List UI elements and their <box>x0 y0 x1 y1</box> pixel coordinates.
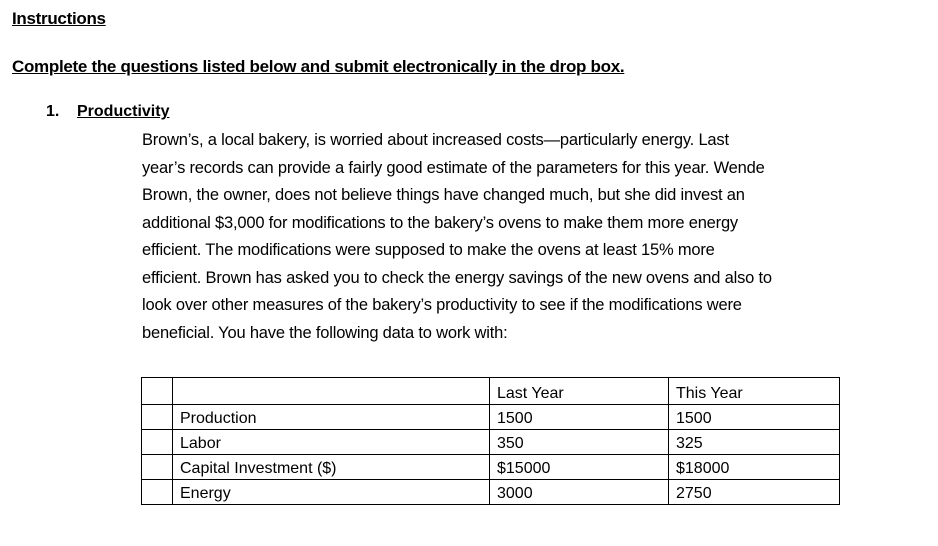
paragraph-line: efficient. The modifications were supposed to make the ovens at least 15% more <box>142 241 715 259</box>
table-cell <box>142 480 173 505</box>
table-cell: $18000 <box>669 455 840 480</box>
table-cell: Capital Investment ($) <box>173 455 490 480</box>
paragraph-line: look over other measures of the bakery’s productivity to see if the modifications were <box>142 296 742 314</box>
paragraph-line: Brown, the owner, does not believe things have changed much, but she did invest an <box>142 186 745 204</box>
table-header-cell <box>173 378 490 405</box>
table-cell <box>142 405 173 430</box>
paragraph-line: beneficial. You have the following data to work with: <box>142 323 508 342</box>
table-header-cell: Last Year <box>490 378 669 405</box>
table-row <box>142 430 840 455</box>
paragraph-line: Brown’s, a local bakery, is worried about increased costs—particularly energy. Last <box>142 131 729 149</box>
paragraph-line: efficient. Brown has asked you to check the energy savings of the new ovens and also to <box>142 268 772 287</box>
table-cell: Labor <box>173 430 490 455</box>
table-cell: 325 <box>669 430 840 455</box>
paragraph-line: additional $3,000 for modifications to the bakery’s ovens to make them more energy <box>142 213 738 232</box>
table-cell: 2750 <box>669 480 840 505</box>
paragraph-line: year’s records can provide a fairly good estimate of the parameters for this year. Wende <box>142 158 765 177</box>
section-heading <box>46 103 169 121</box>
table-cell: 1500 <box>490 405 669 430</box>
page-heading: Instructions <box>12 9 106 28</box>
table-header-cell: This Year <box>669 378 840 405</box>
table-cell: Energy <box>173 480 490 505</box>
data-table <box>141 377 840 505</box>
table-cell: 350 <box>490 430 669 455</box>
table-header-cell <box>142 378 173 405</box>
problem-paragraph <box>142 127 862 347</box>
instructions-subheading: Complete the questions listed below and submit electronically in the drop box. <box>12 57 625 76</box>
table-cell <box>142 430 173 455</box>
table-row <box>142 455 840 480</box>
table-cell <box>142 455 173 480</box>
table-header-row <box>142 378 840 405</box>
table-cell: $15000 <box>490 455 669 480</box>
table-cell: 3000 <box>490 480 669 505</box>
section-title: Productivity <box>77 103 170 120</box>
section-number: 1. <box>46 103 60 120</box>
table-cell: Production <box>173 405 490 430</box>
table-cell: 1500 <box>669 405 840 430</box>
table-row <box>142 405 840 430</box>
table-row <box>142 480 840 505</box>
